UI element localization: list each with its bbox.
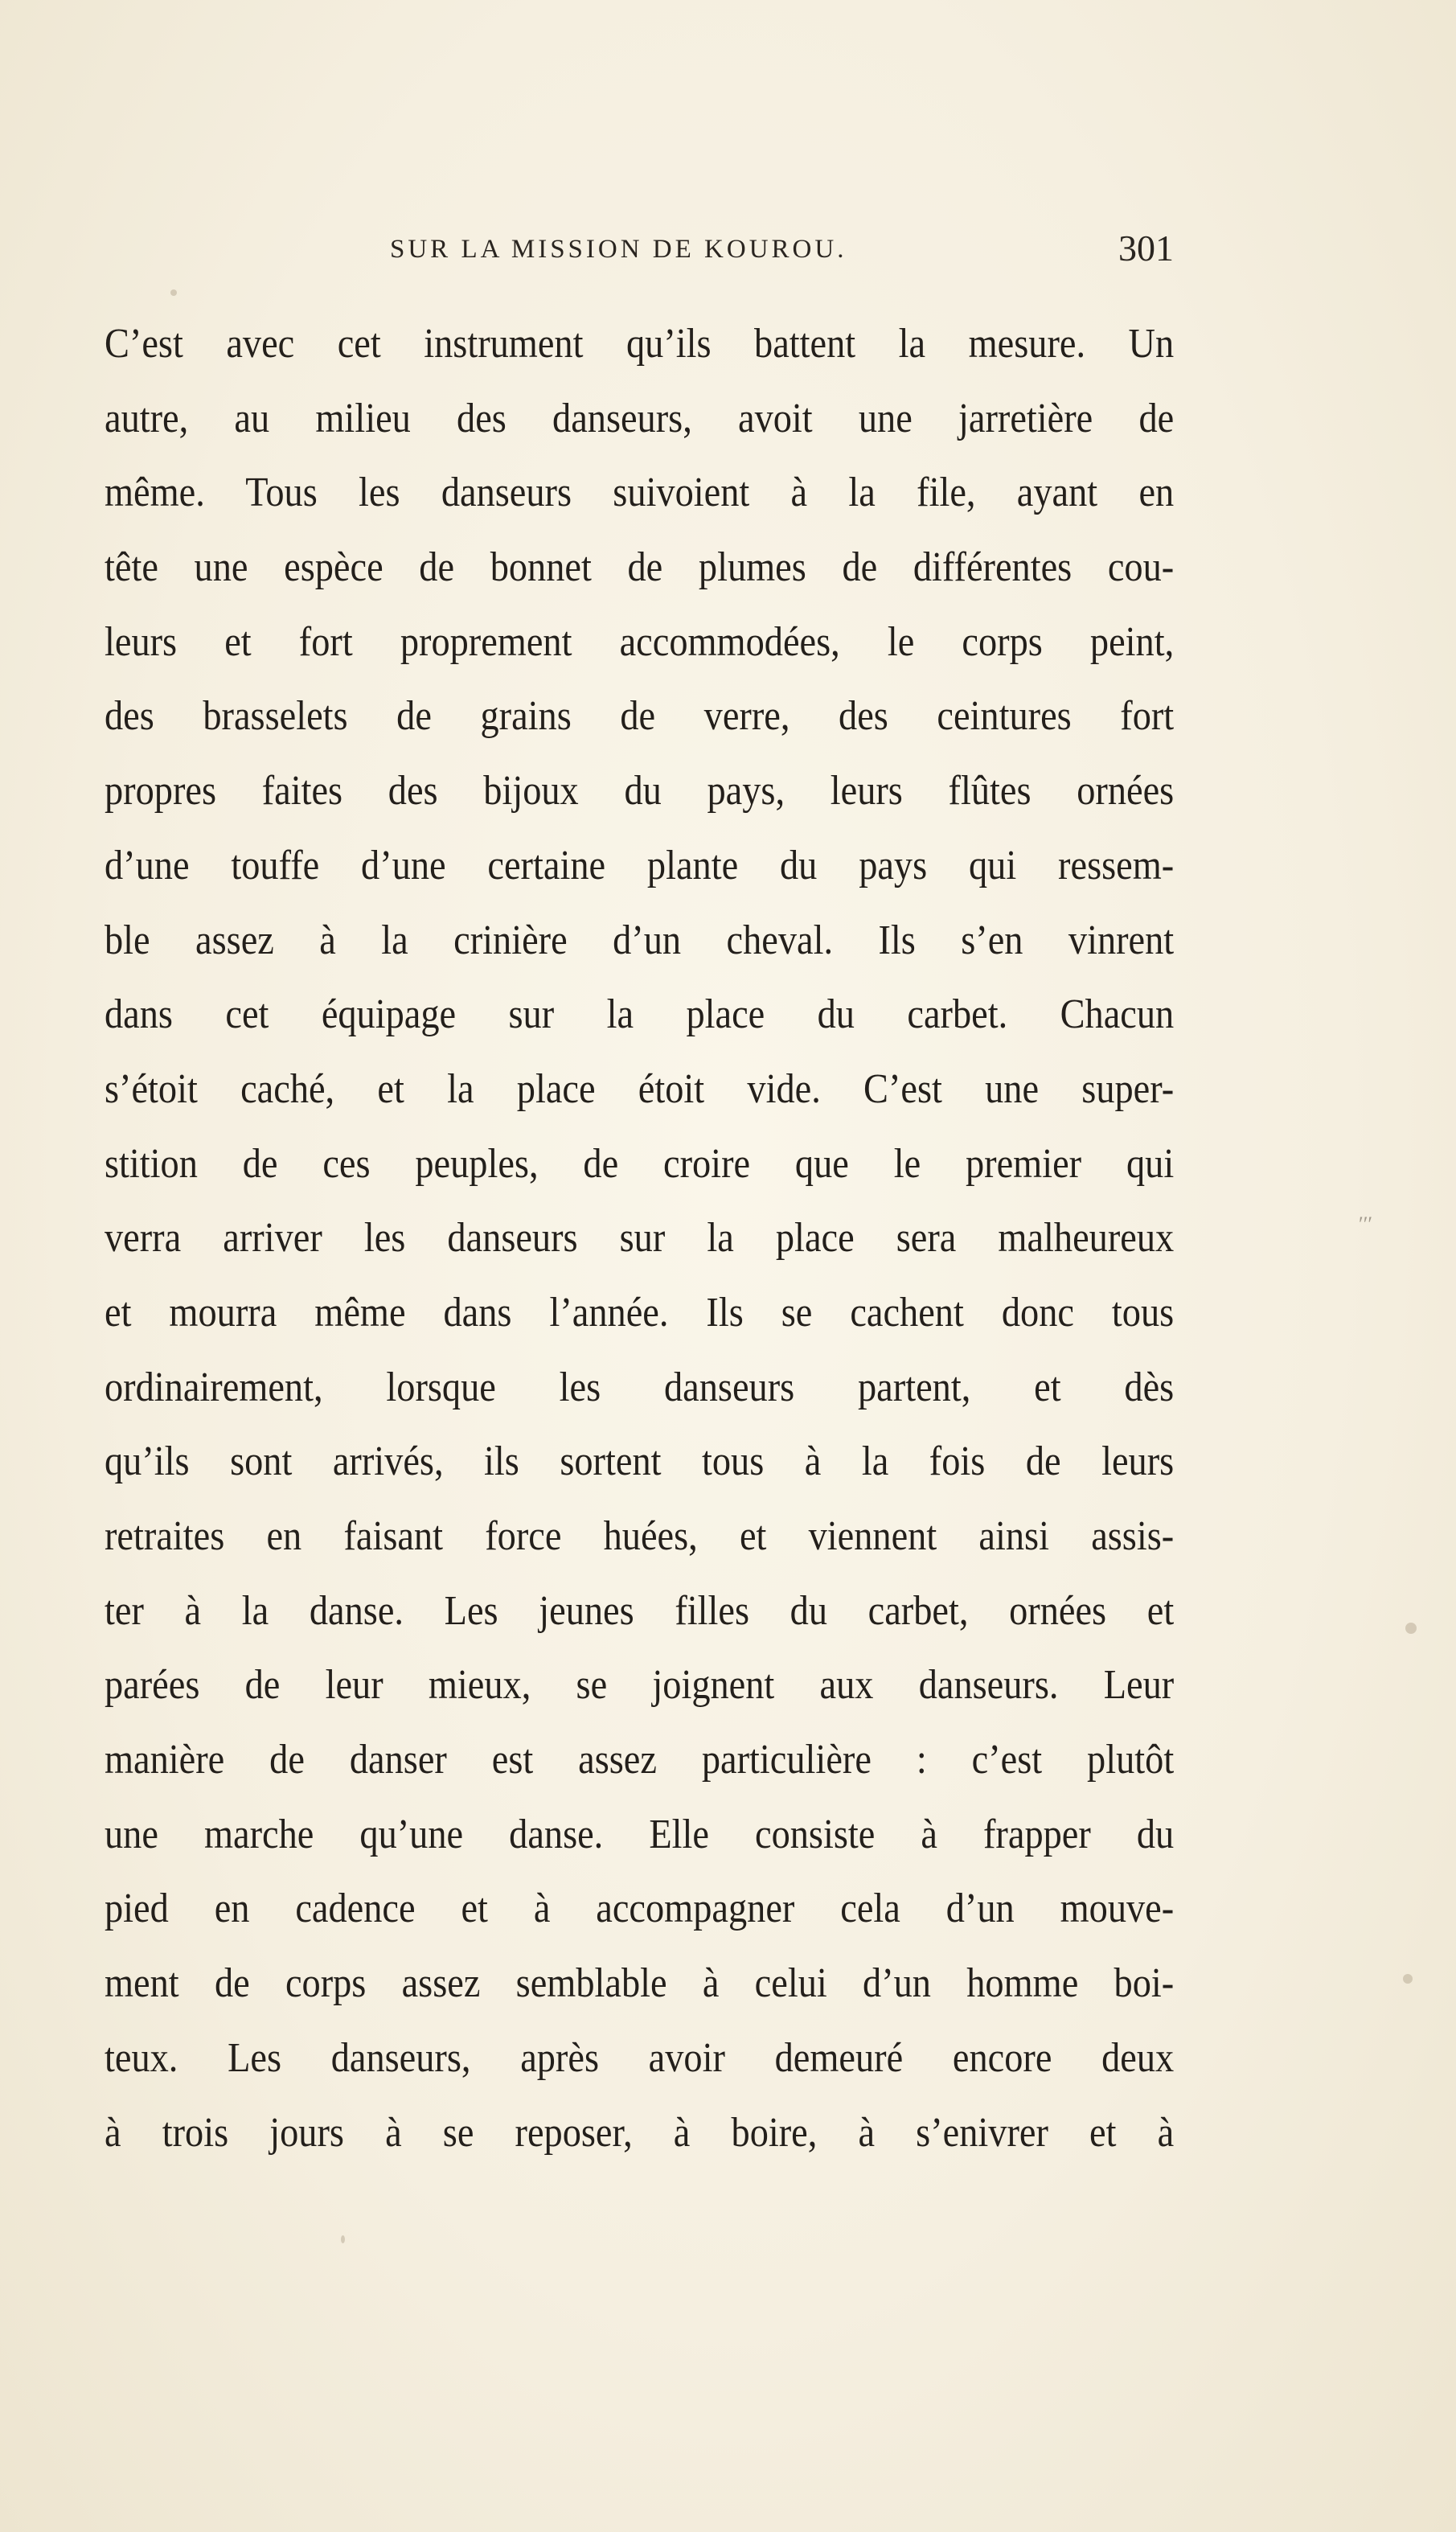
text-line: teux. Les danseurs, après avoir demeuré encore deux [105, 2034, 1175, 2081]
text-line: ble assez à la crinière d’un cheval. Ils s’en vinrent [105, 917, 1175, 963]
body-text [105, 307, 1175, 2170]
text-line: propres faites des bijoux du pays, leurs flûtes ornées [105, 768, 1175, 815]
text-line: des brasselets de grains de verre, des ceintures fort [105, 693, 1175, 740]
text-line: autre, au milieu des danseurs, avoit une jarretière de [105, 395, 1175, 441]
page-number: 301 [1118, 228, 1174, 269]
text-line: d’une touffe d’une certaine plante du pays qui ressem- [105, 842, 1175, 888]
text-line: dans cet équipage sur la place du carbet. Chacun [105, 991, 1175, 1038]
text-line: qu’ils sont arrivés, ils sortent tous à la fois de leurs [105, 1438, 1175, 1485]
margin-tick-mark: ′′′ [1359, 1213, 1373, 1236]
text-line: ordinairement, lorsque les danseurs partent, et dès [105, 1364, 1175, 1410]
text-line: manière de danser est assez particulière : c’est plutôt [105, 1737, 1175, 1783]
text-line: pied en cadence et à accompagner cela d’un mouve- [105, 1886, 1175, 1932]
text-line: ter à la danse. Les jeunes filles du carbet, ornées et [105, 1587, 1175, 1634]
text-line: parées de leur mieux, se joignent aux danseurs. Leur [105, 1662, 1175, 1709]
running-title: SUR LA MISSION DE KOUROU. [390, 235, 847, 264]
text-line: et mourra même dans l’année. Ils se cachent donc tous [105, 1289, 1175, 1336]
text-line: tête une espèce de bonnet de plumes de différentes cou- [105, 544, 1175, 591]
paper-speck [170, 289, 177, 296]
text-line: s’étoit caché, et la place étoit vide. C’est une super- [105, 1065, 1175, 1112]
text-line: à trois jours à se reposer, à boire, à s’enivrer et à [105, 2109, 1175, 2156]
text-line: verra arriver les danseurs sur la place sera malheureux [105, 1215, 1175, 1262]
paper-speck [341, 2235, 345, 2243]
paper-speck [1403, 1974, 1413, 1984]
paper-speck [1405, 1623, 1417, 1634]
page-header [105, 227, 1174, 283]
text-line: ment de corps assez semblable à celui d’un homme boi- [105, 1960, 1175, 2007]
text-line: même. Tous les danseurs suivoient à la file, ayant en [105, 470, 1175, 516]
text-line: retraites en faisant force huées, et viennent ainsi assis- [105, 1513, 1175, 1559]
text-line: C’est avec cet instrument qu’ils battent la mesure. Un [105, 321, 1175, 367]
text-line: stition de ces peuples, de croire que le premier qui [105, 1140, 1175, 1187]
text-line: leurs et fort proprement accommodées, le corps peint, [105, 618, 1175, 665]
text-line: une marche qu’une danse. Elle consiste à frapper du [105, 1811, 1175, 1857]
